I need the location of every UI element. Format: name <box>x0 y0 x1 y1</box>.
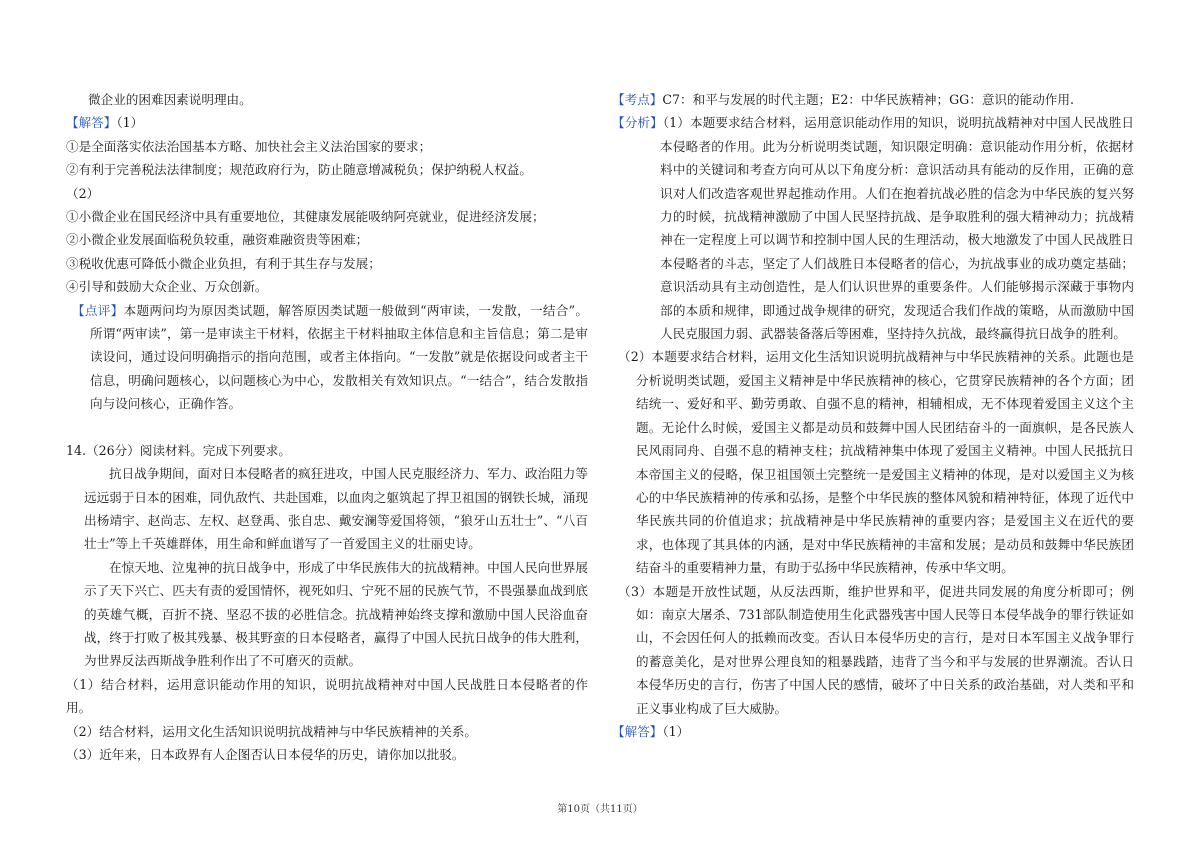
kaodian-text: C7：和平与发展的时代主题；E2：中华民族精神；GG：意识的能动作用. <box>662 92 1074 107</box>
kaodian-tag: 【考点】 <box>612 92 663 107</box>
left-column <box>66 88 588 766</box>
comment-paragraph <box>66 299 588 416</box>
answer-heading <box>66 111 588 134</box>
analysis-text-1: （1）本题要求结合材料，运用意识能动作用的知识，说明抗战精神对中国人民战胜日本侵略者的作用。此为分析说明类试题，知识限定明确：意识能动作用分析，依据材料中的关键词和考查方向可从以下角度分析：意识活动具有能动的反作用，正确的意识对人们改造客观世界起推动作用。人们在抱着抗战必胜的信念为中华民族的复兴努力的时候，抗战精神激励了中国人民坚持抗战、是争取胜利的强大精神动力；抗战精神在一定程度上可以调节和控制中国人民的生理活动，极大地激发了中国人民战胜日本侵略者的斗志，坚定了人们战胜日本侵略者的信心，为抗战事业的成功奠定基础；意识活动具有主动创造性，是人们认识世界的重要条件。人们能够揭示深藏于事物内部的本质和规律，即通过战争规律的研究，发现适合我们作战的策略，从而激励中国人民克服国力弱、武器装备落后等困难，坚持持久抗战，最终赢得抗日战争的胜利。 <box>660 115 1135 342</box>
material-paragraph-1: 抗日战争期间，面对日本侵略者的疯狂进攻，中国人民克服经济力、军力、政治阻力等远远弱于日本的困难，同仇敌忾、共赴国难，以血肉之躯筑起了捍卫祖国的钢铁长城，涌现出杨靖宇、赵尚志、左权、赵登禹、张自忠、戴安澜等爱国将领，“狼牙山五壮士”、“八百壮士”等上千英雄群体，用生命和鲜血谱写了一首爱国主义的壮丽史诗。 <box>84 466 588 552</box>
answer-line: ③税收优惠可降低小微企业负担，有利于其生存与发展； <box>66 255 381 271</box>
answer-heading <box>612 720 1134 743</box>
intro-tail: 微企业的困难因素说明理由。 <box>88 92 252 107</box>
analysis-tag: 【分析】 <box>612 115 663 131</box>
question-14-heading: 14.（26分）阅读材料。完成下列要求。 <box>66 442 291 458</box>
answer-tag: 【解答】 <box>612 723 663 739</box>
analysis-paragraph-3: （3）本题是开放性试题，从反法西斯，维护世界和平，促进共同发展的角度分析即可；例如：南京大屠杀、731部队制造使用生化武器残害中国人民等日本侵华战争的罪行铁证如山，不会因任何人的抵赖而改变。否认日本侵华历史的言行，是对日本军国主义战争罪行的蓄意美化，是对世界公理良知的粗暴践踏，违背了当今和平与发展的世界潮流。否认日本侵华历史的言行，伤害了中国人民的感情，破坏了中日关系的政治基础，对人类和平和正义事业构成了巨大威胁。 <box>618 583 1134 716</box>
sub-question-3: （3）近年来，日本政界有人企图否认日本侵华的历史，请你加以批驳。 <box>66 746 465 762</box>
comment-text: 本题两问均为原因类试题，解答原因类试题一般做到“两审读，一发散，一结合”。所谓“两审读”，第一是审读主干材料，依据主干材料抽取主体信息和主旨信息；第二是审读设问，通过设问明确指示的指向范围，或者主体指向。“一发散”就是依据设问或者主干信息，明确问题核心，以问题核心为中心，发散相关有效知识点。“一结合”，结合发散指向与设问核心，正确作答。 <box>90 302 588 412</box>
answer-line: ②有利于完善税法法律制度；规范政府行为，防止随意增减税负；保护纳税人权益。 <box>66 162 532 178</box>
comment-tag: 【点评】 <box>72 302 124 318</box>
answer-number: （1） <box>662 723 690 739</box>
page-footer: 第10页（共11页） <box>557 804 643 815</box>
sub-question-2: （2）结合材料，运用文化生活知识说明抗战精神与中华民族精神的关系。 <box>66 723 478 739</box>
answer-line: ①小微企业在国民经济中具有重要地位，其健康发展能吸纳阿亮就业，促进经济发展； <box>66 209 545 225</box>
spacer <box>66 416 588 439</box>
material-paragraph-2: 在惊天地、泣鬼神的抗日战争中，形成了中华民族伟大的抗战精神。中国人民向世界展示了天下兴亡、匹夫有责的爱国情怀，视死如归、宁死不屈的民族气节，不畏强暴血战到底的英雄气概，百折不挠、坚忍不拔的必胜信念。抗战精神始终支撑和激励中国人民浴血奋战，终于打败了极其残暴、极其野蛮的日本侵略者，赢得了中国人民抗日战争的伟大胜利，为世界反法西斯战争胜利作出了不可磨灭的贡献。 <box>84 559 588 669</box>
answer-line: ②小微企业发展面临税负较重，融资难融资贵等困难； <box>66 232 369 248</box>
sub-question-1: （1）结合材料，运用意识能动作用的知识，说明抗战精神对中国人民战胜日本侵略者的作用。 <box>66 676 588 716</box>
answer-line: ①是全面落实依法治国基本方略、加快社会主义法治国家的要求； <box>66 138 432 154</box>
answer-subheading: （2） <box>66 185 100 201</box>
answer-tag: 【解答】 <box>66 115 117 131</box>
analysis-paragraph-1 <box>612 111 1134 345</box>
answer-line: ④引导和鼓励大众企业、万众创新。 <box>66 279 268 295</box>
answer-number: （1） <box>116 115 144 131</box>
right-column <box>612 88 1134 743</box>
kaodian-line <box>612 88 1134 111</box>
analysis-paragraph-2: （2）本题要求结合材料，运用文化生活知识说明抗战精神与中华民族精神的关系。此题也是分析说明类试题，爱国主义精神是中华民族精神的核心，它贯穿民族精神的各个方面；团结统一、爱好和平、勤劳勇敢、自强不息的精神，相辅相成，无不体现着爱国主义这个主题。无论什么时候，爱国主义都是动员和鼓舞中国人民团结奋斗的一面旗帜，是各民族人民风雨同舟、自强不息的精神支柱；抗战精神集中体现了爱国主义精神。中国人民抵抗日本帝国主义的侵略，保卫祖国领土完整统一是爱国主义精神的体现，是对以爱国主义为核心的中华民族精神的传承和弘扬，是整个中华民族的整体风貌和精神特征，体现了近代中华民族共同的价值追求；抗战精神是中华民族精神的重要内容；是爱国主义在近代的要求，也体现了其具体的内涵，是对中华民族精神的丰富和发展；是动员和鼓舞中华民族团结奋斗的重要精神力量，有助于弘扬中华民族精神，传承中华文明。 <box>618 349 1134 576</box>
